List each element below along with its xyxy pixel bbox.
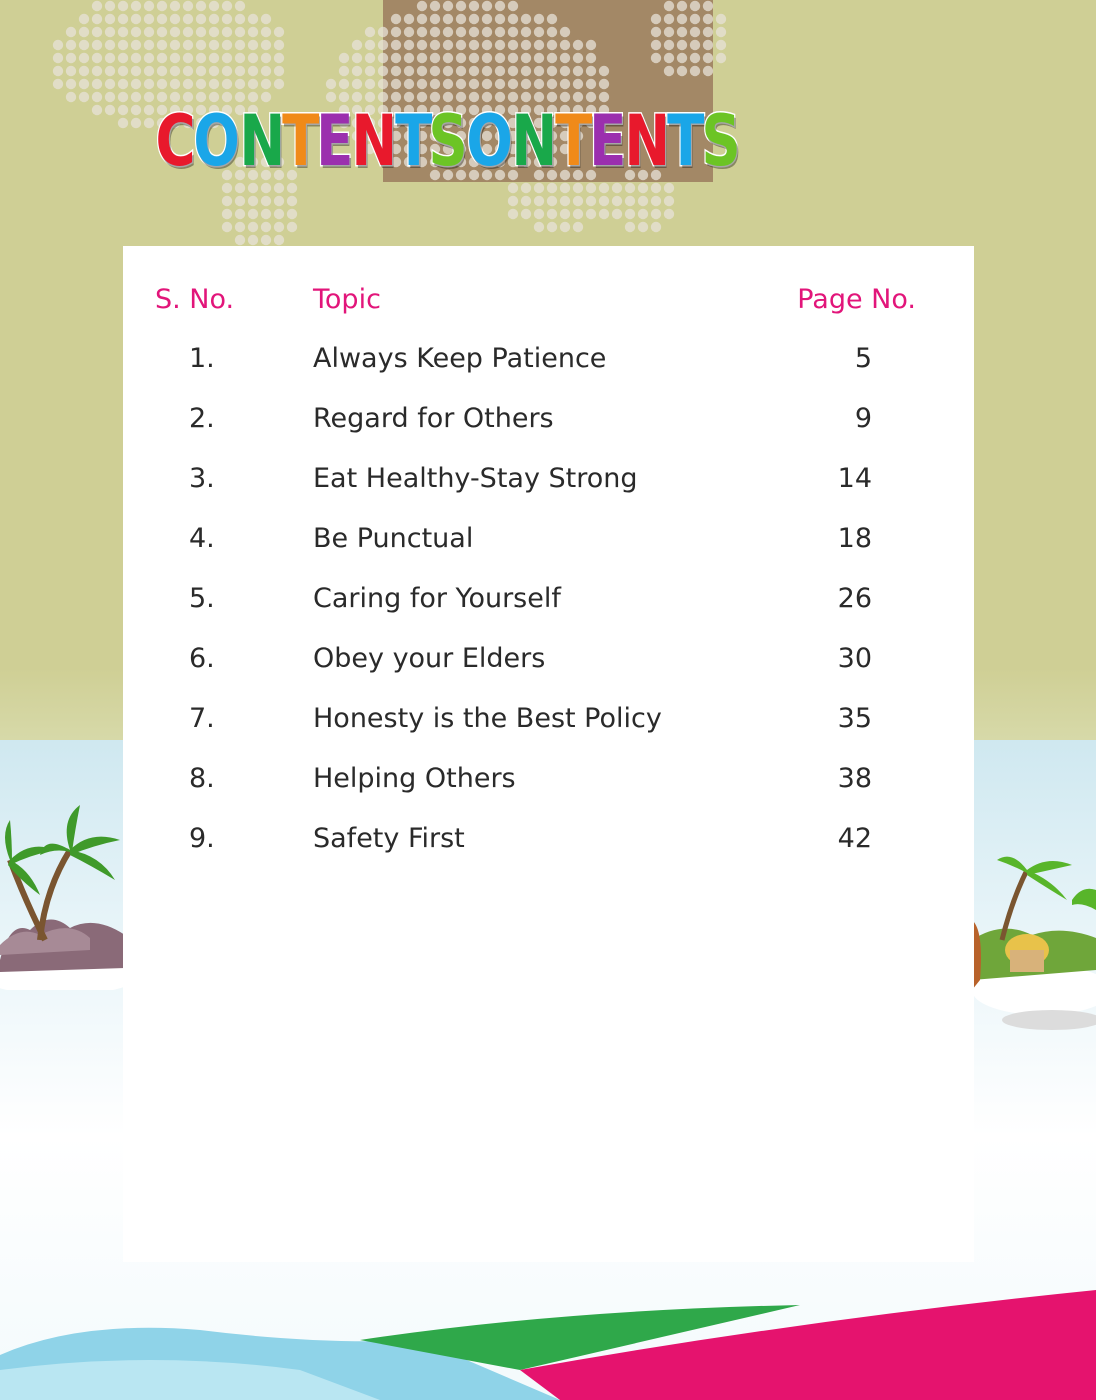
row-page: 26 — [837, 583, 872, 614]
table-row[interactable] — [123, 823, 974, 873]
row-topic: Regard for Others — [313, 403, 554, 434]
row-topic: Caring for Yourself — [313, 583, 561, 614]
contents-panel — [123, 246, 974, 1262]
table-row[interactable] — [123, 403, 974, 453]
header-topic: Topic — [313, 284, 381, 315]
title-letter: T — [394, 100, 432, 182]
row-number: 1. — [189, 343, 215, 374]
row-topic: Always Keep Patience — [313, 343, 607, 374]
row-number: 4. — [189, 523, 215, 554]
title-letter: E — [588, 100, 626, 182]
title-letter: O — [193, 100, 240, 182]
row-number: 6. — [189, 643, 215, 674]
row-number: 7. — [189, 703, 215, 734]
row-topic: Eat Healthy-Stay Strong — [313, 463, 638, 494]
title-letter: O — [466, 100, 512, 182]
title-letter: N — [511, 100, 557, 182]
table-row[interactable] — [123, 643, 974, 693]
row-number: 9. — [189, 823, 215, 854]
row-topic: Obey your Elders — [313, 643, 546, 674]
row-page: 9 — [854, 403, 872, 434]
row-topic: Honesty is the Best Policy — [313, 703, 662, 734]
row-page: 5 — [854, 343, 872, 374]
palm-island-right — [972, 840, 1096, 1040]
row-topic: Safety First — [313, 823, 465, 854]
title-letter: T — [555, 100, 592, 182]
title-letter: E — [316, 100, 353, 182]
table-row[interactable] — [123, 463, 974, 513]
row-topic: Be Punctual — [313, 523, 474, 554]
row-number: 8. — [189, 763, 215, 794]
title-letter: T — [667, 100, 704, 182]
title-letter: C — [155, 100, 195, 182]
title-letter: N — [351, 100, 397, 182]
row-number: 2. — [189, 403, 215, 434]
table-row[interactable] — [123, 583, 974, 633]
header-page: Page No. — [797, 284, 916, 315]
row-number: 5. — [189, 583, 215, 614]
row-page: 18 — [837, 523, 872, 554]
table-row[interactable] — [123, 763, 974, 813]
header-sno: S. No. — [155, 284, 235, 315]
row-page: 14 — [837, 463, 872, 494]
row-number: 3. — [189, 463, 215, 494]
title-letter: N — [239, 100, 285, 182]
title-letter: S — [701, 100, 740, 182]
contents-title — [150, 98, 740, 184]
table-row[interactable] — [123, 343, 974, 393]
bottom-waves — [0, 1260, 1096, 1400]
row-page: 38 — [837, 763, 872, 794]
row-topic: Helping Others — [313, 763, 516, 794]
row-page: 30 — [837, 643, 872, 674]
table-row[interactable] — [123, 523, 974, 573]
title-letter: N — [623, 100, 669, 182]
row-page: 35 — [837, 703, 872, 734]
title-letter: T — [282, 100, 320, 182]
table-row[interactable] — [123, 703, 974, 753]
palm-island-left — [0, 800, 130, 990]
row-page: 42 — [837, 823, 872, 854]
title-letter: S — [428, 100, 468, 182]
